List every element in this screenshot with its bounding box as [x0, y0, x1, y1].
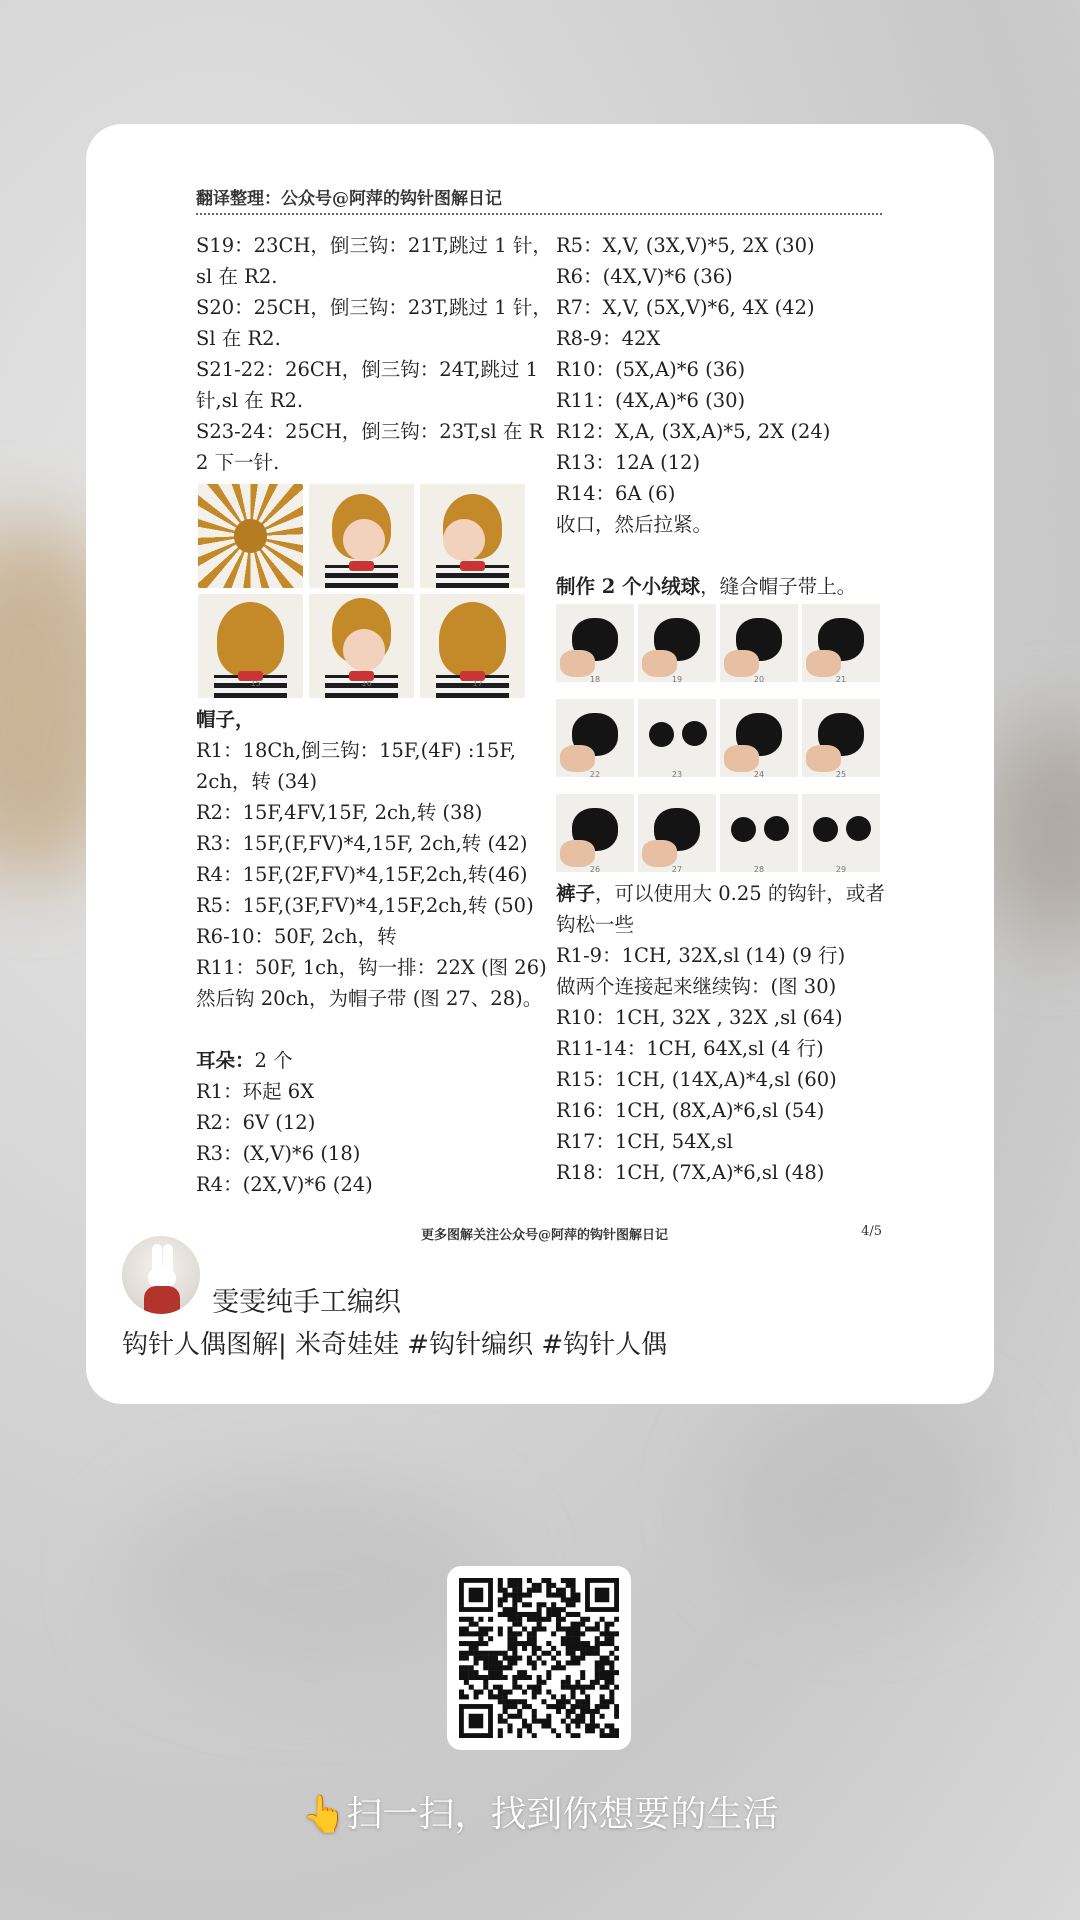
author-section [122, 1236, 962, 1376]
pattern-line: R3：15F,(F,FV)*4,15F, 2ch,转 (42) [196, 832, 528, 855]
pattern-line: R2：15F,4FV,15F, 2ch,转 (38) [196, 801, 483, 824]
step-photo [638, 699, 716, 777]
scan-prompt-text: 扫一扫，找到你想要的生活 [346, 1794, 779, 1835]
photo-number: 15 [250, 679, 261, 688]
step-photo [556, 699, 634, 777]
doll-back-photo [198, 594, 303, 698]
share-card [86, 124, 994, 1404]
scan-prompt [0, 1786, 1080, 1837]
pattern-line: R1-9：1CH, 32X,sl (14) (9 行) [556, 944, 846, 967]
step-photo [720, 794, 798, 872]
pattern-line: R5：X,V, (3X,V)*5, 2X (30) [556, 234, 815, 257]
step-number: 23 [671, 770, 683, 779]
qr-code-icon [459, 1578, 619, 1738]
pattern-line: R1：环起 6X [196, 1080, 315, 1103]
author-name[interactable]: 雯雯纯手工编织 [212, 1287, 401, 1318]
pattern-line: 2ch，转 (34) [196, 770, 318, 793]
step-number: 27 [671, 865, 683, 874]
pattern-page [196, 184, 971, 1243]
pattern-line: R13：12A (12) [556, 451, 701, 474]
photo-number: 16 [361, 679, 372, 688]
pompom-photo-grid [556, 604, 891, 872]
page-number: 4/5 [861, 1224, 882, 1239]
pattern-line: S20：25CH，倒三钩：23T,跳过 1 针， [196, 296, 552, 319]
step-number: 28 [753, 865, 765, 874]
pattern-line: S19：23CH，倒三钩：21T,跳过 1 针， [196, 234, 552, 257]
step-photo [638, 794, 716, 872]
pattern-line: R2：6V (12) [196, 1111, 316, 1134]
pattern-line: Sl 在 R2. [196, 327, 281, 350]
step-photo [556, 604, 634, 682]
right-column [556, 230, 891, 1188]
step-number: 29 [835, 865, 847, 874]
pattern-line: R4：15F,(2F,FV)*4,15F,2ch,转(46) [196, 863, 528, 886]
step-number: 21 [835, 675, 847, 684]
pattern-line: R18：1CH, (7X,A)*6,sl (48) [556, 1161, 825, 1184]
pattern-line: R12：X,A, (3X,A)*5, 2X (24) [556, 420, 831, 443]
photo-number: 17 [472, 679, 483, 688]
pattern-line: R1：18Ch,倒三钩：15F,(4F) :15F, [196, 739, 517, 762]
pattern-line: R3：(X,V)*6 (18) [196, 1142, 361, 1165]
qr-code [447, 1566, 631, 1750]
pattern-line: R8-9：42X [556, 327, 661, 350]
step-photo [720, 699, 798, 777]
hair-photo-grid [198, 484, 541, 698]
pompom-heading: 制作 2 个小绒球，缝合帽子带上。 [556, 575, 857, 598]
step-number: 24 [753, 770, 765, 779]
post-tags[interactable]: 钩针人偶图解| 米奇娃娃 #钩针编织 #钩针人偶 [122, 1330, 668, 1360]
doll-front-photo [309, 484, 414, 588]
pointing-hand-icon: 👆 [301, 1794, 347, 1835]
footer-text: 更多图解关注公众号@阿萍的钩针图解日记 [421, 1228, 669, 1243]
pattern-line: R4：(2X,V)*6 (24) [196, 1173, 373, 1196]
step-photo [638, 604, 716, 682]
pattern-line: S23-24：25CH，倒三钩：23T,sl 在 R [196, 420, 544, 443]
pattern-line: R15：1CH, (14X,A)*4,sl (60) [556, 1068, 837, 1091]
step-number: 20 [753, 675, 765, 684]
pattern-line: R6-10：50F, 2ch，转 [196, 925, 397, 948]
step-photo [802, 604, 880, 682]
left-column [196, 230, 552, 1200]
pattern-line: R7：X,V, (5X,V)*6, 4X (42) [556, 296, 815, 319]
pattern-line: R11：50F, 1ch，钩一排：22X (图 26) [196, 956, 547, 979]
step-number: 19 [671, 675, 683, 684]
step-number: 22 [589, 770, 601, 779]
pattern-line: S21-22：26CH，倒三钩：24T,跳过 1 [196, 358, 539, 381]
pants-heading: 裤子，可以使用大 0.25 的钩针，或者 [556, 882, 885, 905]
pattern-line: R17：1CH, 54X,sl [556, 1130, 733, 1153]
pattern-line: sl 在 R2. [196, 265, 278, 288]
pattern-line: R14：6A (6) [556, 482, 676, 505]
pattern-line: 针,sl 在 R2. [196, 389, 304, 412]
pattern-line: R11-14：1CH, 64X,sl (4 行) [556, 1037, 824, 1060]
pattern-line: R10：(5X,A)*6 (36) [556, 358, 746, 381]
page-header: 翻译整理：公众号@阿萍的钩针图解日记 [196, 184, 882, 215]
step-number: 26 [589, 865, 601, 874]
pattern-line: R16：1CH, (8X,A)*6,sl (54) [556, 1099, 825, 1122]
pattern-line: 收口，然后拉紧。 [556, 513, 713, 536]
step-photo [720, 604, 798, 682]
step-number: 25 [835, 770, 847, 779]
pattern-line: 2 下一针. [196, 451, 280, 474]
pants-note: 钩松一些 [556, 913, 635, 936]
doll-side-photo [420, 484, 525, 588]
step-photo [802, 699, 880, 777]
pattern-line: R10：1CH, 32X , 32X ,sl (64) [556, 1006, 843, 1029]
pattern-line: R11：(4X,A)*6 (30) [556, 389, 746, 412]
hair-spokes-photo [198, 484, 303, 588]
step-number: 18 [589, 675, 601, 684]
avatar[interactable] [122, 1236, 200, 1314]
hat-title: 帽子， [196, 708, 255, 731]
pattern-line: R6：(4X,V)*6 (36) [556, 265, 733, 288]
step-photo [556, 794, 634, 872]
ear-heading: 耳朵：2 个 [196, 1049, 293, 1072]
pattern-line: 做两个连接起来继续钩：(图 30) [556, 975, 837, 998]
pattern-line: 然后钩 20ch，为帽子带 (图 27、28)。 [196, 987, 543, 1010]
step-photo [802, 794, 880, 872]
pattern-line: R5：15F,(3F,FV)*4,15F,2ch,转 (50) [196, 894, 534, 917]
doll-curly-photo [309, 594, 414, 698]
doll-back-curly-photo [420, 594, 525, 698]
